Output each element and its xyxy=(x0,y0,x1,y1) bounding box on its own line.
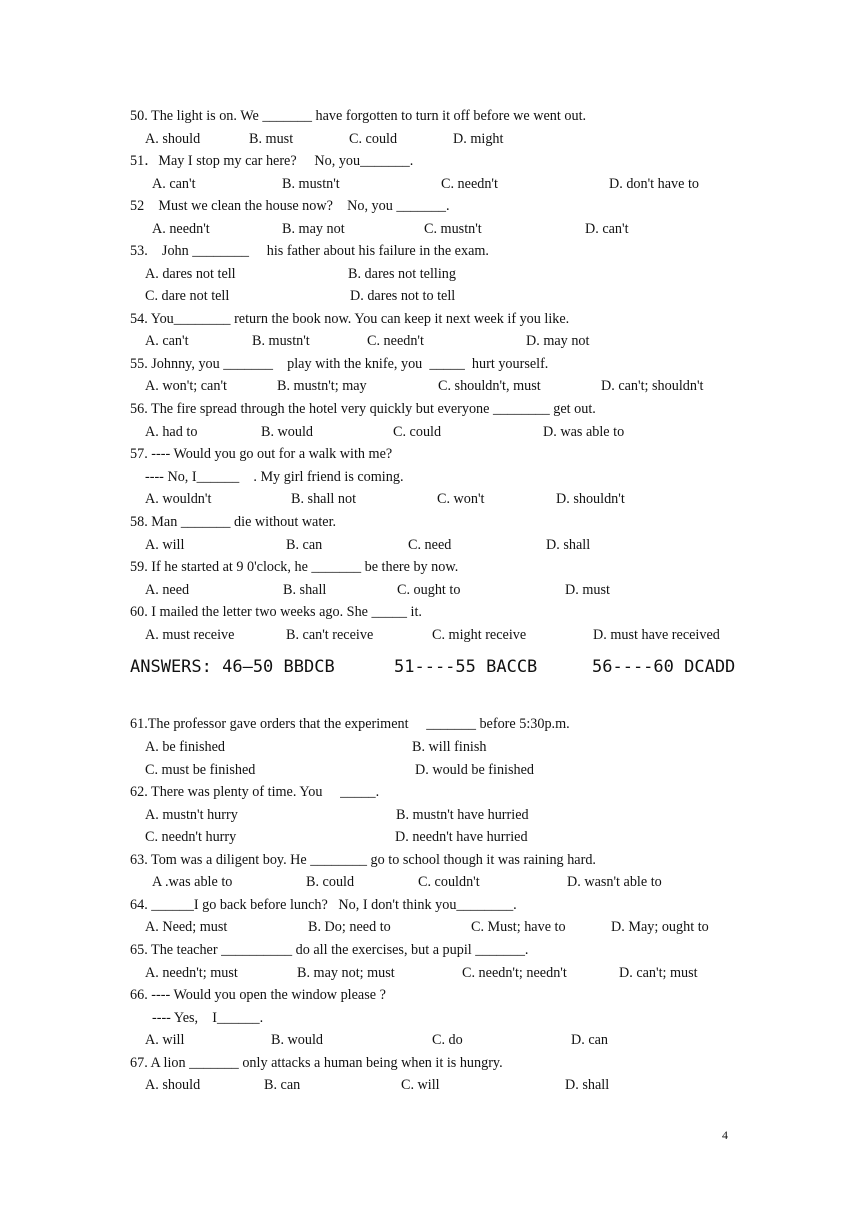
option-52-a: A. needn't xyxy=(152,221,210,237)
option-53-a: A. dares not tell xyxy=(145,266,236,282)
option-64-b: B. Do; need to xyxy=(308,919,391,935)
answer-key-51-55: 51----55 BACCB xyxy=(394,657,538,677)
option-64-d: D. May; ought to xyxy=(611,919,709,935)
option-54-c: C. needn't xyxy=(367,333,424,349)
question-51-stem: 51．May I stop my car here? No, you_______. xyxy=(130,153,414,169)
option-63-b: B. could xyxy=(306,874,355,890)
option-50-a: A. should xyxy=(145,131,201,147)
option-53-d: D. dares not to tell xyxy=(350,288,456,304)
option-67-a: A. should xyxy=(145,1077,201,1093)
option-56-a: A. had to xyxy=(145,424,198,440)
question-58-stem: 58. Man _______ die without water. xyxy=(130,514,337,530)
question-63-stem: 63. Tom was a diligent boy. He ________ go to school though it was raining hard. xyxy=(130,852,596,868)
option-66-a: A. will xyxy=(145,1032,185,1048)
option-51-d: D. don't have to xyxy=(609,176,700,192)
option-56-c: C. could xyxy=(393,424,442,440)
question-53-stem: 53. John ________ his father about his failure in the exam. xyxy=(130,243,489,259)
option-62-c: C. needn't hurry xyxy=(145,829,237,845)
option-54-b: B. mustn't xyxy=(252,333,310,349)
question-65-stem: 65. The teacher __________ do all the exercises, but a pupil _______. xyxy=(130,942,529,958)
option-62-d: D. needn't have hurried xyxy=(395,829,528,845)
option-51-b: B. mustn't xyxy=(282,176,340,192)
option-60-a: A. must receive xyxy=(145,627,235,643)
option-66-b: B. would xyxy=(271,1032,324,1048)
option-52-d: D. can't xyxy=(585,221,629,237)
option-52-b: B. may not xyxy=(282,221,345,237)
option-54-d: D. may not xyxy=(526,333,590,349)
question-57-stem: 57. ---- Would you go out for a walk with me? xyxy=(130,446,393,462)
question-54-stem: 54. You________ return the book now. You can keep it next week if you like. xyxy=(130,311,570,327)
option-65-b: B. may not; must xyxy=(297,965,395,981)
question-66-reply: ---- Yes, I______. xyxy=(152,1010,264,1026)
option-67-c: C. will xyxy=(401,1077,440,1093)
option-60-c: C. might receive xyxy=(432,627,527,643)
option-65-c: C. needn't; needn't xyxy=(462,965,567,981)
option-59-a: A. need xyxy=(145,582,190,598)
option-58-d: D. shall xyxy=(546,537,591,553)
option-50-b: B. must xyxy=(249,131,294,147)
question-59-stem: 59. If he started at 9 0'clock, he _______ be there by now. xyxy=(130,559,459,575)
option-61-a: A. be finished xyxy=(145,739,225,755)
option-54-a: A. can't xyxy=(145,333,189,349)
question-57-reply: ---- No, I______ . My girl friend is coming. xyxy=(145,469,404,485)
option-50-c: C. could xyxy=(349,131,398,147)
option-55-c: C. shouldn't, must xyxy=(438,378,541,394)
option-51-a: A. can't xyxy=(152,176,196,192)
question-66-stem: 66. ---- Would you open the window please ? xyxy=(130,987,386,1003)
option-65-a: A. needn't; must xyxy=(145,965,238,981)
option-62-a: A. mustn't hurry xyxy=(145,807,238,823)
question-61-stem: 61.The professor gave orders that the experiment _______ before 5:30p.m. xyxy=(130,716,570,732)
question-55-stem: 55. Johnny, you _______ play with the knife, you _____ hurt yourself. xyxy=(130,356,549,372)
option-53-c: C. dare not tell xyxy=(145,288,230,304)
answer-key-56-60: 56----60 DCADD xyxy=(592,657,736,677)
page-number: 4 xyxy=(722,1128,728,1142)
option-58-a: A. will xyxy=(145,537,185,553)
option-63-d: D. wasn't able to xyxy=(567,874,662,890)
option-56-b: B. would xyxy=(261,424,314,440)
option-67-d: D. shall xyxy=(565,1077,610,1093)
question-62-stem: 62. There was plenty of time. You _____. xyxy=(130,784,380,800)
option-64-c: C. Must; have to xyxy=(471,919,566,935)
option-58-b: B. can xyxy=(286,537,323,553)
option-64-a: A. Need; must xyxy=(145,919,228,935)
option-62-b: B. mustn't have hurried xyxy=(396,807,529,823)
option-55-d: D. can't; shouldn't xyxy=(601,378,704,394)
option-63-a: A .was able to xyxy=(152,874,233,890)
question-60-stem: 60. I mailed the letter two weeks ago. She _____ it. xyxy=(130,604,422,620)
option-66-d: D. can xyxy=(571,1032,609,1048)
option-57-a: A. wouldn't xyxy=(145,491,212,507)
option-50-d: D. might xyxy=(453,131,504,147)
option-56-d: D. was able to xyxy=(543,424,625,440)
option-58-c: C. need xyxy=(408,537,452,553)
question-52-stem: 52 Must we clean the house now? No, you _______. xyxy=(130,198,450,214)
question-64-stem: 64. ______I go back before lunch? No, I don't think you________. xyxy=(130,897,517,913)
option-57-b: B. shall not xyxy=(291,491,357,507)
option-57-d: D. shouldn't xyxy=(556,491,625,507)
option-59-b: B. shall xyxy=(283,582,327,598)
option-61-b: B. will finish xyxy=(412,739,487,755)
option-53-b: B. dares not telling xyxy=(348,266,456,282)
option-63-c: C. couldn't xyxy=(418,874,480,890)
option-59-c: C. ought to xyxy=(397,582,461,598)
option-55-b: B. mustn't; may xyxy=(277,378,367,394)
option-61-c: C. must be finished xyxy=(145,762,256,778)
option-60-b: B. can't receive xyxy=(286,627,374,643)
question-56-stem: 56. The fire spread through the hotel very quickly but everyone ________ get out. xyxy=(130,401,596,417)
answer-key-46-50: ANSWERS: 46—50 BBDCB xyxy=(130,657,335,677)
option-51-c: C. needn't xyxy=(441,176,498,192)
option-65-d: D. can't; must xyxy=(619,965,698,981)
question-67-stem: 67. A lion _______ only attacks a human being when it is hungry. xyxy=(130,1055,503,1071)
option-52-c: C. mustn't xyxy=(424,221,482,237)
option-67-b: B. can xyxy=(264,1077,301,1093)
option-60-d: D. must have received xyxy=(593,627,720,643)
option-66-c: C. do xyxy=(432,1032,463,1048)
question-50-stem: 50. The light is on. We _______ have forgotten to turn it off before we went out. xyxy=(130,108,587,124)
option-55-a: A. won't; can't xyxy=(145,378,227,394)
option-59-d: D. must xyxy=(565,582,610,598)
option-61-d: D. would be finished xyxy=(415,762,535,778)
option-57-c: C. won't xyxy=(437,491,485,507)
